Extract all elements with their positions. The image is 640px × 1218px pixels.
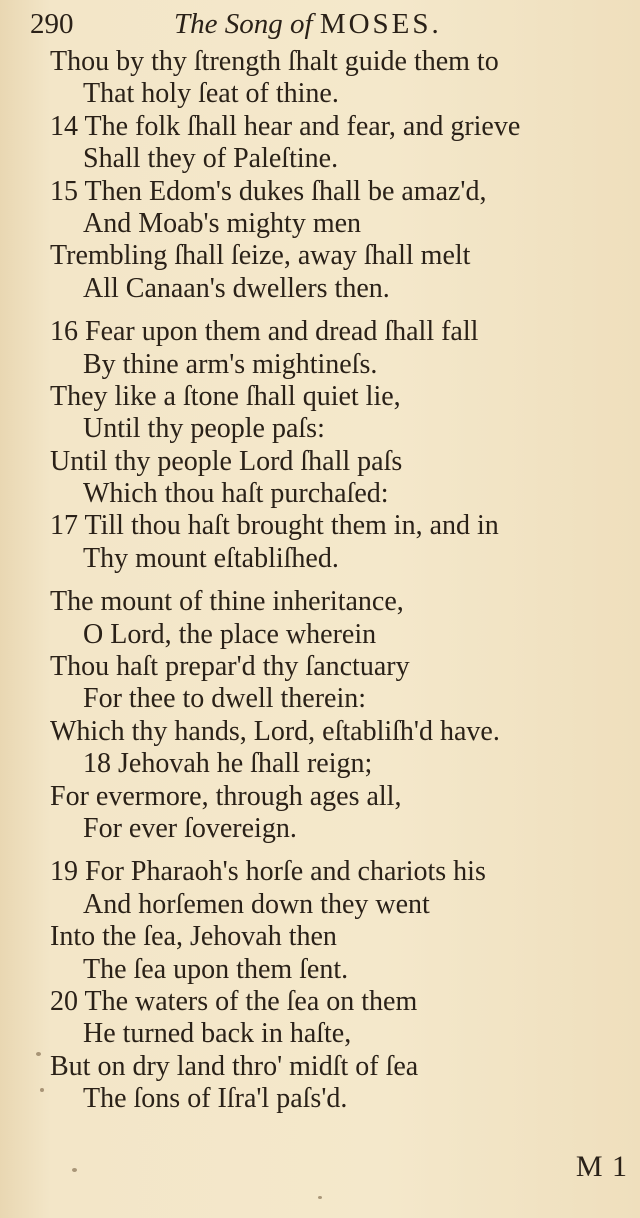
verse-line: Thou by thy ſtrength ſhalt guide them to — [50, 46, 499, 77]
ink-spot — [318, 1196, 322, 1199]
verse-line: The ſea upon them ſent. — [83, 953, 349, 985]
verse-line: 16 Fear upon them and dread ſhall fall — [50, 316, 479, 348]
verse-line: Thou haſt prepar'd thy ſanctuary — [50, 651, 410, 683]
page-number: 290 — [30, 8, 74, 40]
verse-line: And horſemen down they went — [83, 888, 430, 920]
verse-line: For evermore, through ages all, — [50, 780, 402, 812]
verse-line: 18 Jehovah he ſhall reign; — [83, 748, 373, 780]
verse-line: Trembling ſhall ſeize, away ſhall melt — [50, 240, 471, 272]
verse-line: He turned back in haſte, — [83, 1018, 352, 1050]
verse-line: Thy mount eſtabliſhed. — [83, 542, 339, 574]
ink-spot — [72, 1168, 77, 1172]
ink-spot — [36, 1052, 41, 1056]
verse-line: 14 The folk ſhall hear and fear, and grieve — [50, 110, 521, 142]
verse-line: Shall they of Paleſtine. — [83, 143, 339, 175]
verse-line: For thee to dwell therein: — [83, 683, 367, 715]
verse-line: For ever ſovereign. — [83, 812, 297, 844]
ink-spot — [40, 1088, 44, 1092]
running-title-prefix: The Song of — [174, 8, 313, 40]
verse-line: Which thou haſt purchaſed: — [83, 478, 389, 510]
verse-line: Which thy hands, Lord, eſtabliſh'd have. — [50, 715, 500, 747]
verse-line: Until thy people Lord ſhall paſs — [50, 445, 403, 477]
running-title — [174, 6, 442, 42]
catchword: M 1 — [575, 1150, 628, 1183]
verse-line: They like a ſtone ſhall quiet lie, — [50, 380, 401, 412]
verse-line: But on dry land thro' midſt of ſea — [50, 1050, 419, 1082]
verse-line: 19 For Pharaoh's horſe and chariots his — [50, 856, 486, 888]
verse-line: The mount of thine inheritance, — [50, 586, 404, 618]
verse-line: Into the ſea, Jehovah then — [50, 921, 337, 953]
verse-line: 20 The waters of the ſea on them — [50, 985, 418, 1017]
running-title-caps: MOSES. — [319, 8, 442, 40]
poem-body — [50, 46, 620, 1116]
verse-line: That holy ſeat of thine. — [83, 78, 339, 110]
verse-line: 15 Then Edom's dukes ſhall be amaz'd, — [50, 175, 487, 207]
running-header — [30, 6, 610, 42]
stanza-gap — [50, 305, 620, 316]
verse-line: And Moab's mighty men — [83, 207, 362, 239]
verse-line: The ſons of Iſra'l paſs'd. — [83, 1083, 348, 1115]
verse-line: 17 Till thou haſt brought them in, and in — [50, 510, 499, 542]
stanza-gap — [50, 845, 620, 856]
stanza-gap — [50, 575, 620, 586]
verse-line: By thine arm's mightineſs. — [83, 348, 378, 380]
verse-line: Until thy people paſs: — [83, 413, 325, 445]
verse-line: All Canaan's dwellers then. — [83, 272, 390, 304]
verse-line: O Lord, the place wherein — [83, 618, 377, 650]
